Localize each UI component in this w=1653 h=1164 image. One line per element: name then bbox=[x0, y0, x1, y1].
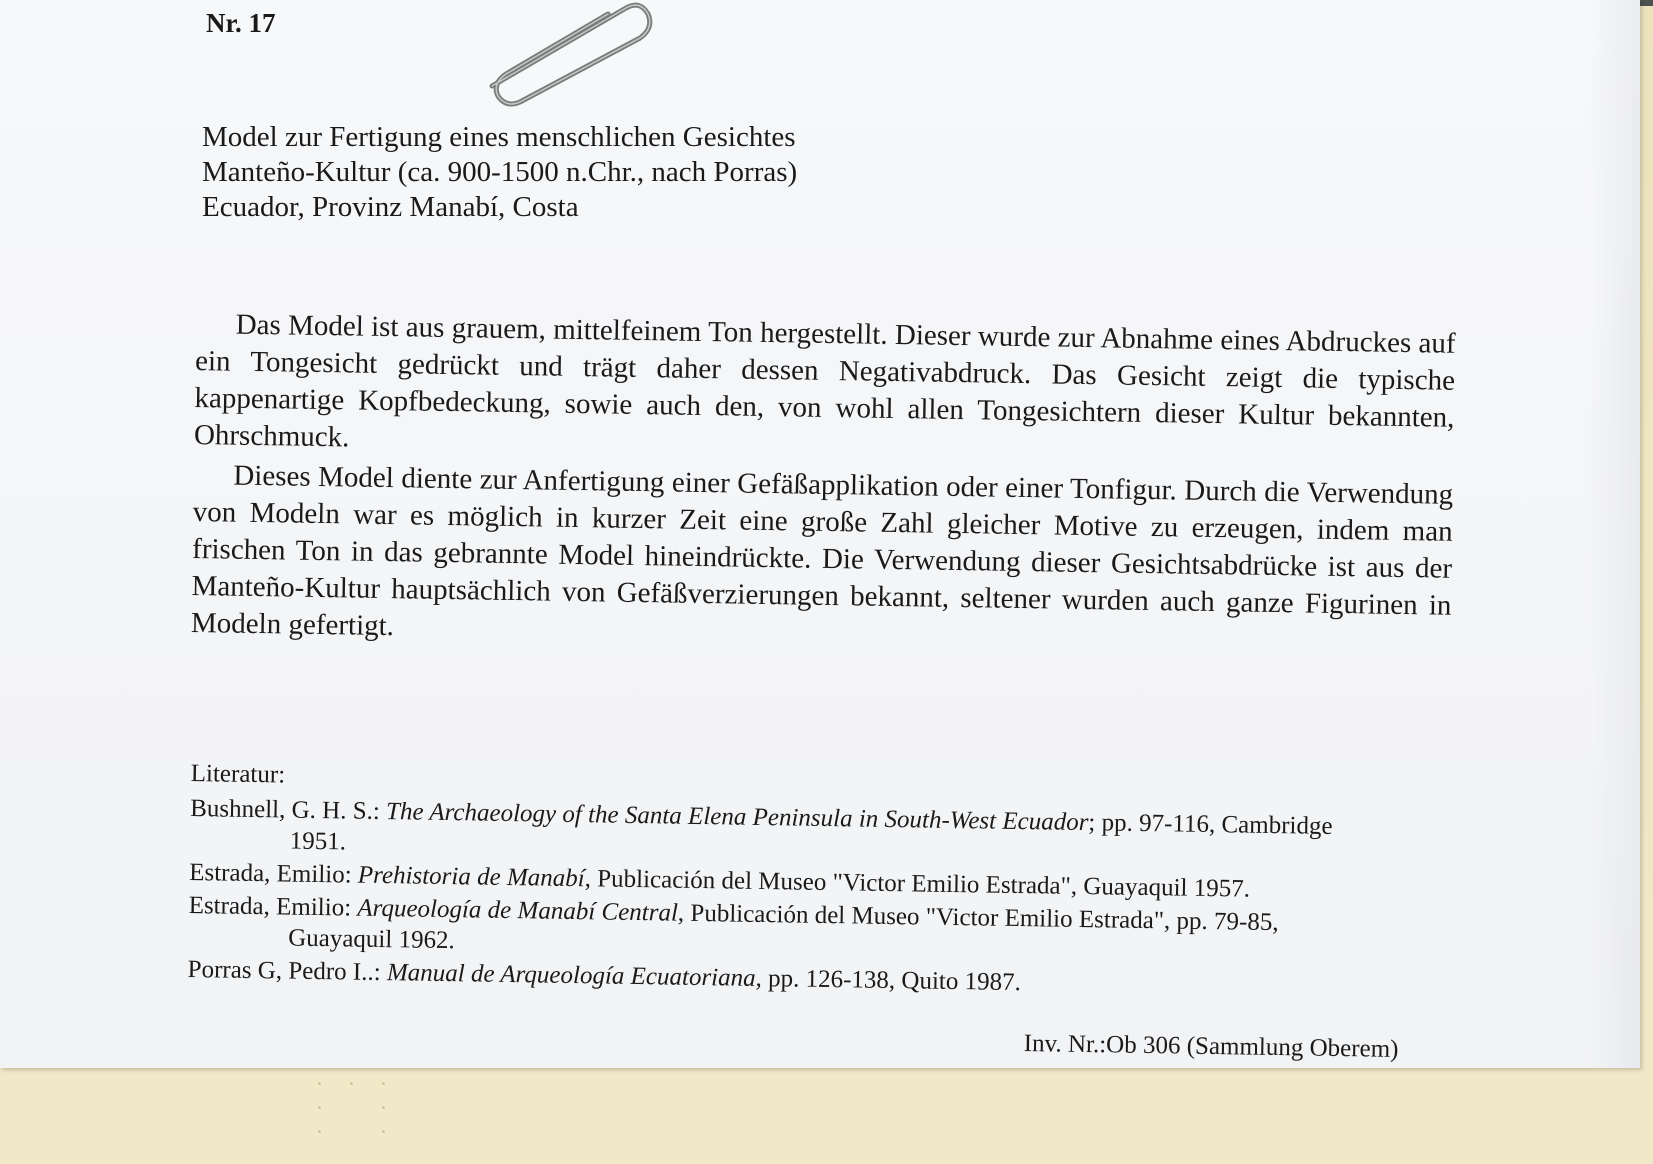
reference-details: , Publicación del Museo "Victor Emilio Estrada", Guayaquil 1957. bbox=[584, 865, 1251, 903]
description-paragraph: Dieses Model diente zur Anfertigung einer Gefäßapplikation oder einer Tonfigur. Durch die Verwendung von Modeln war es möglich in kurzer Zeit eine große Zahl gleicher Motive zu erzeugen, indem man frischen Ton in das gebrannte Model hineindrückte. Die Verwendung dieser Gesichtsabdrücke ist aus der Manteño-Kultur hauptsächlich von Gefäßverzierungen bekannt, seltener wurden auch ganze Figurinen in Modeln gefertigt. bbox=[190, 459, 1454, 643]
reference-title: Manual de Arqueología Ecuatoriana, bbox=[386, 959, 763, 992]
reference-author: Estrada, Emilio: bbox=[188, 858, 359, 889]
literature-heading: Literatur: bbox=[190, 759, 286, 789]
reference-details: , Publicación del Museo "Victor Emilio Estrada", pp. 79-85, Guayaquil 1962. bbox=[287, 899, 1279, 955]
reference-title: Prehistoria de Manabí bbox=[357, 861, 585, 893]
description-paragraph: Das Model ist aus grauem, mittelfeinem Ton hergestellt. Dieser wurde zur Abnahme eines Abdruckes auf ein Tongesicht gedrückt und trägt daher dessen Negativabdruck. Das Gesicht zeigt die typische kappenartige Kopfbedeckung, sowie auch den, von wohl allen Tongesichtern dieser Kultur bekannten, Ohrschmuck. bbox=[193, 308, 1456, 454]
reference-details: pp. 126-138, Quito 1987. bbox=[761, 964, 1022, 997]
reference-author: Bushnell, G. H. S.: bbox=[189, 794, 387, 826]
reference-title: Arqueología de Manabí Central bbox=[357, 894, 679, 927]
literature-section bbox=[187, 758, 1390, 1006]
paperclip-icon bbox=[480, 0, 680, 110]
object-title: Model zur Fertigung eines menschlichen Gesichtes bbox=[202, 121, 796, 153]
object-culture: Manteño-Kultur (ca. 900-1500 n.Chr., nach Porras) bbox=[202, 156, 798, 188]
object-provenance: Ecuador, Provinz Manabí, Costa bbox=[202, 191, 579, 223]
catalogue-number: Nr. 17 bbox=[206, 8, 276, 38]
description bbox=[191, 306, 1456, 662]
reference-title: The Archaeology of the Santa Elena Peninsula in South-West Ecuador bbox=[385, 798, 1089, 837]
sheet-shadow bbox=[1588, 0, 1640, 1068]
object-header bbox=[202, 120, 797, 225]
inventory-number: Inv. Nr.:Ob 306 (Sammlung Oberem) bbox=[1023, 1030, 1399, 1063]
reference-details: ; pp. 97-116, Cambridge 1951. bbox=[289, 809, 1333, 856]
reference-author: Porras G, Pedro I..: bbox=[187, 955, 388, 987]
reference-author: Estrada, Emilio: bbox=[188, 891, 358, 922]
